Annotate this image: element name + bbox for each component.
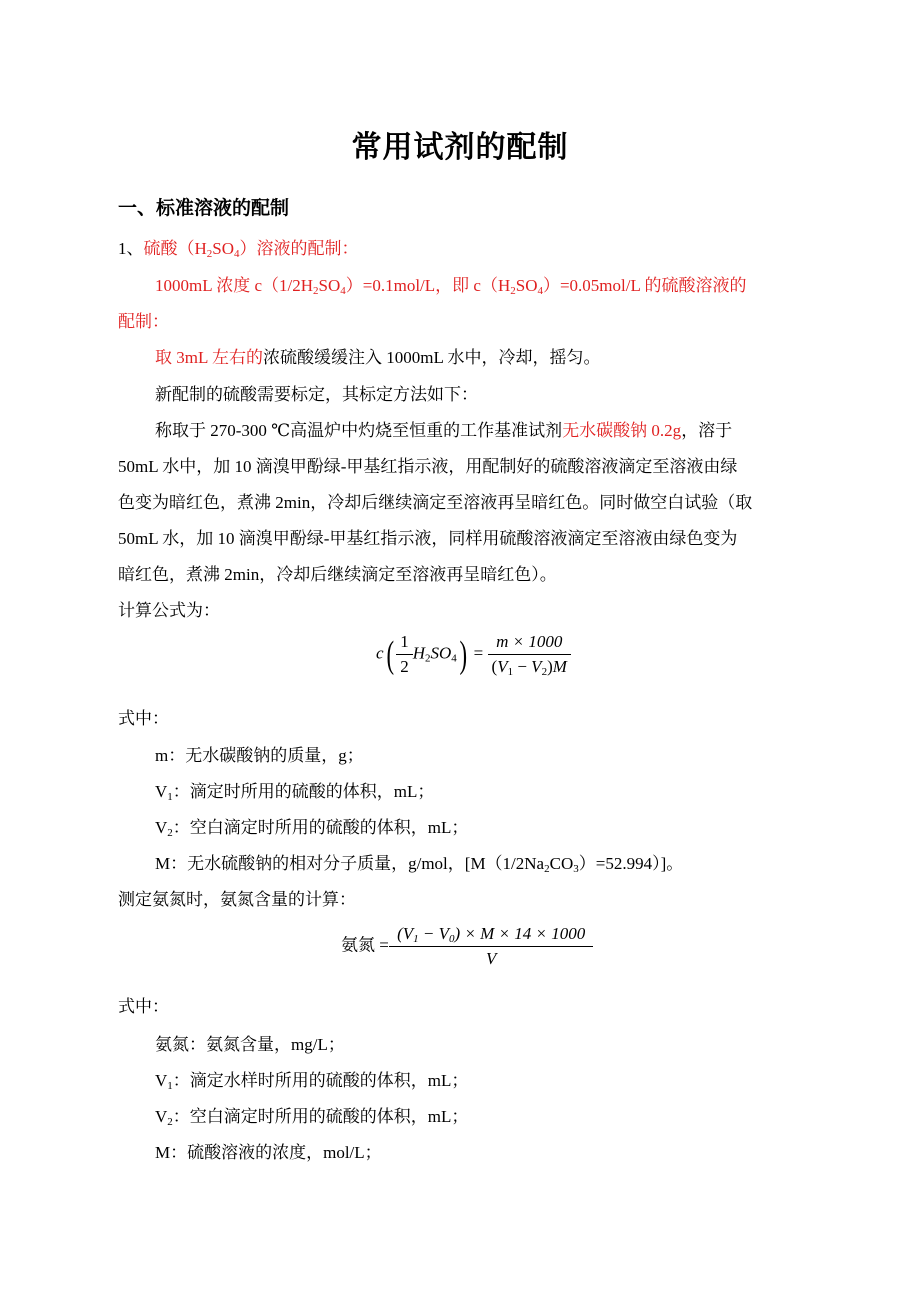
ammonia-fraction: $\frac{(V_1 - V_0) \times M \times 14 \times 1000}{V}$ bbox=[393, 924, 589, 969]
method-line-3: 色变为暗红色，煮沸 2min，冷却后继续滴定至溶液再呈暗红色。同时做空白试验（取 bbox=[118, 493, 753, 512]
def2-v1: $V_1$：滴定水样时所用的硫酸的体积，mL； bbox=[155, 1071, 469, 1092]
standardization-intro: 新配制的硫酸需要标定，其标定方法如下： bbox=[155, 385, 478, 404]
formula-2: 氨氮 = $\frac{(V_1 - V_0) \times M \times 14 \times 1000}{V}$ bbox=[341, 924, 589, 969]
where-label: 式中： bbox=[118, 709, 169, 728]
formula-1: c( $\frac{1}{2}$ $H_2SO_4$) = $\frac{m \times 1000}{(V_1 - V_2)M}$ bbox=[376, 632, 571, 677]
section-heading: 一、标准溶液的配制 bbox=[118, 197, 290, 219]
def-v1: $V_1$：滴定时所用的硫酸的体积，mL； bbox=[155, 782, 435, 803]
page-title: 常用试剂的配制 bbox=[351, 130, 569, 165]
item-number: 1、 bbox=[118, 239, 144, 258]
def-v2: $V_2$：空白滴定时所用的硫酸的体积，mL； bbox=[155, 818, 469, 839]
concentration-line: 1000mL 浓度 $c(1/2H_2SO_4)=0.1mol/L$，即 $c(H_2SO_4)=0.05mol/L$ 的硫酸溶液的 bbox=[155, 276, 747, 297]
def2-M: M：硫酸溶液的浓度，mol/L； bbox=[155, 1143, 382, 1162]
method-line-4: 50mL 水，加 10 滴溴甲酚绿-甲基红指示液，同样用硫酸溶液滴定至溶液由绿色变为 bbox=[118, 529, 738, 548]
def-M: M：无水硫酸钠的相对分子质量，g/mol，$[M(1/2Na_2CO_3)=52.994)$]。 bbox=[155, 854, 684, 875]
item-title: 硫酸$(H_2SO_4)$溶液的配制： bbox=[143, 239, 359, 260]
where-label-2: 式中： bbox=[118, 997, 169, 1016]
item-heading bbox=[118, 238, 808, 260]
formula-intro: 计算公式为： bbox=[118, 601, 220, 620]
preparation-step: 取 3mL 左右的浓硫酸缓缓注入 1000mL 水中，冷却，摇匀。 bbox=[155, 348, 601, 367]
concentration-line-2: 配制： bbox=[118, 312, 169, 331]
half-fraction: $\frac{1}{2}$ bbox=[396, 632, 413, 677]
main-fraction: $\frac{m \times 1000}{(V_1 - V_2)M}$ bbox=[488, 632, 571, 677]
method-line-5: 暗红色，煮沸 2min，冷却后继续滴定至溶液再呈暗红色）。 bbox=[118, 565, 557, 584]
def-ammonia: 氨氮：氨氮含量，mg/L； bbox=[155, 1035, 345, 1054]
method-line-1: 称取于 270-300 ℃高温炉中灼烧至恒重的工作基准试剂无水碳酸钠 0.2g，溶于 bbox=[155, 421, 733, 440]
def2-v2: $V_2$：空白滴定时所用的硫酸的体积，mL； bbox=[155, 1107, 469, 1128]
def-m: m：无水碳酸钠的质量，g； bbox=[155, 746, 364, 765]
ammonia-intro: 测定氨氮时，氨氮含量的计算： bbox=[118, 890, 356, 909]
method-line-2: 50mL 水中，加 10 滴溴甲酚绿-甲基红指示液，用配制好的硫酸溶液滴定至溶液由绿 bbox=[118, 457, 738, 476]
